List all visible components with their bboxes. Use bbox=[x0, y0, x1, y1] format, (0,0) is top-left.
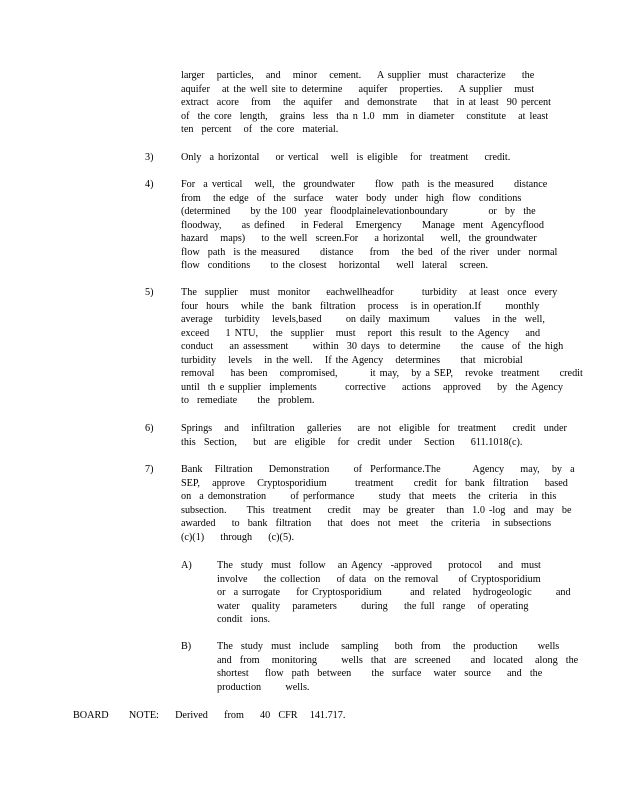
item-number: 5) bbox=[145, 287, 154, 298]
text-line: hazard maps) to the well screen.For a horizontal well, the groundwater bbox=[181, 233, 537, 245]
text-line: average turbidity levels,based on daily maximum values in the well, bbox=[181, 314, 545, 326]
text-line: flow path is the measured distance from the bed of the river under normal bbox=[181, 246, 558, 258]
text-line: water quality parameters during the full range of operating bbox=[217, 600, 529, 612]
text-line: conduct an assessment within 30 days to determine the cause of the high bbox=[181, 341, 564, 353]
text-line: removal has been compromised, it may, by a SEP, revoke treatment credit bbox=[181, 368, 583, 380]
paragraph-continuation bbox=[181, 69, 551, 137]
text-line: and from monitoring wells that are screened and located along the bbox=[217, 654, 579, 666]
text-line: BOARD NOTE: Derived from 40 CFR 141.717. bbox=[73, 710, 346, 721]
text-line: The study must include sampling both from the production wells bbox=[217, 641, 560, 652]
item-number: 3) bbox=[145, 152, 154, 163]
subitem-letter: A) bbox=[181, 560, 192, 571]
item-7-text bbox=[181, 463, 575, 544]
text-line: until th e supplier implements corrective actions approved by the Agency bbox=[181, 381, 563, 393]
text-line: from the edge of the surface water body under high flow conditions bbox=[181, 192, 522, 204]
text-line: Springs and infiltration galleries are not eligible for treatment credit under bbox=[181, 423, 567, 434]
text-line: For a vertical well, the groundwater flow path is the measured distance bbox=[181, 179, 548, 190]
text-line: The supplier must monitor eachwellheadfor turbidity at least once every bbox=[181, 287, 558, 298]
text-line: SEP, approve Cryptosporidium treatment credit for bank filtration based bbox=[181, 477, 568, 489]
text-line: or a surrogate for Cryptosporidium and related hydrogeologic and bbox=[217, 587, 571, 599]
text-line: subsection. This treatment credit may be greater than 1.0 -log and may be bbox=[181, 504, 572, 516]
subitem-b-text bbox=[217, 640, 579, 694]
text-line: to remediate the problem. bbox=[181, 395, 315, 407]
text-line: The study must follow an Agency -approved protocol and must bbox=[217, 560, 541, 571]
subitem-a-text bbox=[217, 559, 571, 627]
text-line: condit ions. bbox=[217, 614, 271, 626]
item-5-text bbox=[181, 286, 583, 408]
item-number: 6) bbox=[145, 423, 154, 434]
board-note bbox=[73, 709, 345, 723]
text-line: of the core length, grains less tha n 1.0 mm in diameter constitute at least bbox=[181, 110, 549, 122]
text-line: aquifer at the well site to determine aquifer properties. A supplier must bbox=[181, 83, 535, 95]
text-line: Only a horizontal or vertical well is eligible for treatment credit. bbox=[181, 152, 511, 163]
subitem-letter: B) bbox=[181, 641, 192, 652]
text-line: production wells. bbox=[217, 681, 310, 693]
text-line: floodway, as defined in Federal Emergency Manage ment Agencyflood bbox=[181, 219, 544, 231]
item-4-text bbox=[181, 178, 558, 273]
text-line: exceed 1 NTU, the supplier must report this result to the Agency and bbox=[181, 327, 541, 339]
item-number: 7) bbox=[145, 464, 154, 475]
text-line: turbidity levels in the well. If the Agency determines that microbial bbox=[181, 354, 523, 366]
text-line: Bank Filtration Demonstration of Performance.The Agency may, by a bbox=[181, 464, 575, 475]
text-line: larger particles, and minor cement. A supplier must characterize the bbox=[181, 70, 535, 81]
text-line: extract acore from the aquifer and demonstrate that in at least 90 percent bbox=[181, 97, 551, 109]
text-line: awarded to bank filtration that does not meet the criteria in subsections bbox=[181, 518, 552, 530]
text-line: (determined by the 100 year floodplainelevationboundary or by the bbox=[181, 206, 536, 218]
text-line: involve the collection of data on the removal of Cryptosporidium bbox=[217, 573, 541, 585]
text-line: flow conditions to the closest horizontal well lateral screen. bbox=[181, 260, 489, 272]
item-3-text bbox=[181, 151, 526, 165]
text-line: this Section, but are eligible for credit under Section 611.1018(c). bbox=[181, 436, 523, 448]
text-line: (c)(1) through (c)(5). bbox=[181, 531, 294, 543]
item-number: 4) bbox=[145, 179, 154, 190]
item-6-text bbox=[181, 422, 567, 449]
text-line: four hours while the bank filtration process is in operation.If monthly bbox=[181, 300, 540, 312]
text-line: shortest flow path between the surface water source and the bbox=[217, 668, 543, 680]
text-line: ten percent of the core material. bbox=[181, 124, 339, 136]
text-line: on a demonstration of performance study that meets the criteria in this bbox=[181, 491, 557, 503]
